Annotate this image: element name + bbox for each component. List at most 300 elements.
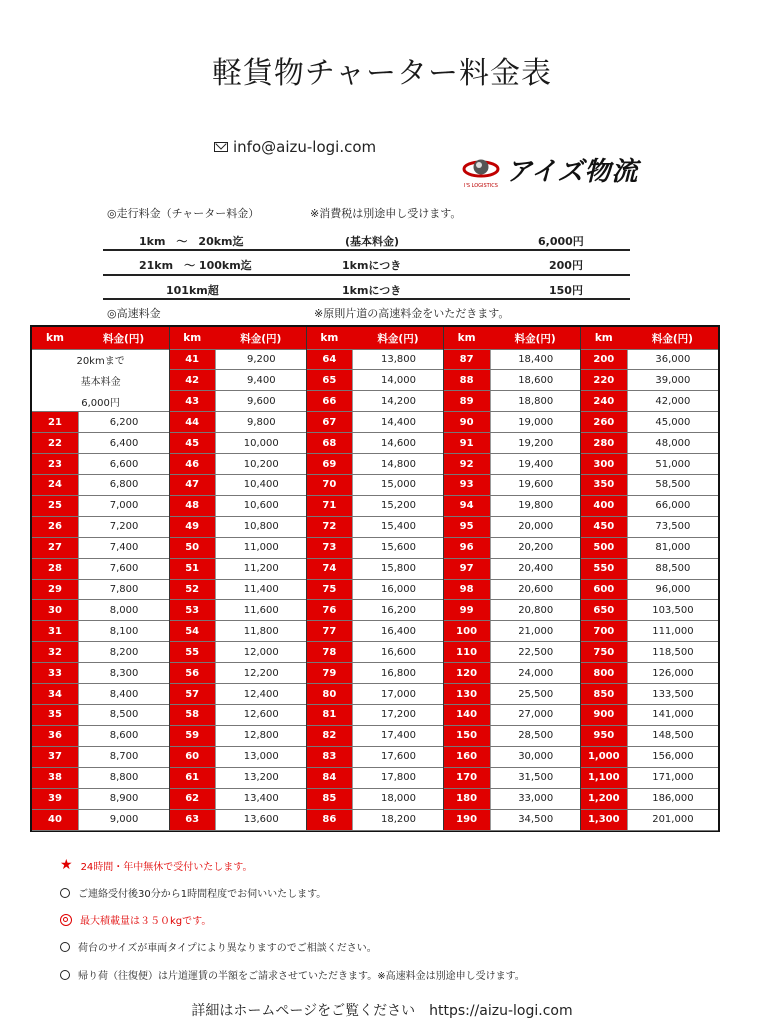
table-row-line xyxy=(32,432,718,433)
table-km-cell: 1,100 xyxy=(581,767,627,788)
rate-table xyxy=(30,325,720,832)
table-row-line xyxy=(32,809,718,810)
table-price-cell: 8,600 xyxy=(78,725,169,746)
table-price-cell: 171,000 xyxy=(627,767,718,788)
table-km-cell: 86 xyxy=(306,809,352,830)
table-price-cell: 10,400 xyxy=(215,474,306,495)
table-group-divider xyxy=(306,327,307,830)
table-km-cell: 260 xyxy=(581,412,627,433)
table-km-cell: 79 xyxy=(306,663,352,684)
table-km-cell: 51 xyxy=(169,558,215,579)
table-km-cell: 66 xyxy=(306,391,352,412)
table-price-cell: 148,500 xyxy=(627,725,718,746)
note-item xyxy=(60,967,525,982)
table-km-cell: 450 xyxy=(581,516,627,537)
table-km-cell: 29 xyxy=(32,579,78,600)
table-price-cell: 156,000 xyxy=(627,746,718,767)
table-km-cell: 25 xyxy=(32,495,78,516)
divider xyxy=(103,298,630,300)
page-title: 軽貨物チャーター料金表 xyxy=(211,56,553,91)
note-text: 帰り荷（往復便）は片道運賃の半額をご請求させていただきます。※高速料金は別途申し受けます。 xyxy=(78,971,525,982)
table-km-cell: 53 xyxy=(169,600,215,621)
table-price-cell: 22,500 xyxy=(490,642,581,663)
table-price-cell: 12,800 xyxy=(215,725,306,746)
table-km-cell: 140 xyxy=(444,705,490,726)
table-km-cell: 57 xyxy=(169,684,215,705)
logo-subtext: I'S LOGISTICS xyxy=(464,183,498,189)
table-price-cell: 8,300 xyxy=(78,663,169,684)
charter-heading: ◎走行料金（チャーター料金） xyxy=(107,207,260,220)
table-price-cell: 6,800 xyxy=(78,474,169,495)
circle-icon xyxy=(60,970,70,980)
table-km-cell: 41 xyxy=(169,349,215,370)
table-header-price: 料金(円) xyxy=(352,327,443,349)
footer-text[interactable]: 詳細はホームページをご覧ください https://aizu-logi.com xyxy=(191,1003,573,1019)
table-price-cell: 36,000 xyxy=(627,349,718,370)
table-price-cell: 19,600 xyxy=(490,474,581,495)
table-header-km: km xyxy=(581,327,627,349)
table-row-line xyxy=(32,830,718,831)
table-km-cell: 22 xyxy=(32,433,78,454)
table-km-cell: 650 xyxy=(581,600,627,621)
table-price-cell: 15,000 xyxy=(352,474,443,495)
table-km-cell: 95 xyxy=(444,516,490,537)
table-price-cell: 73,500 xyxy=(627,516,718,537)
table-km-cell: 30 xyxy=(32,600,78,621)
table-km-cell: 87 xyxy=(444,349,490,370)
table-price-cell: 42,000 xyxy=(627,391,718,412)
base-fee-text: 基本料金 xyxy=(80,376,121,388)
table-price-cell: 20,800 xyxy=(490,600,581,621)
table-row-line xyxy=(32,725,718,726)
table-price-cell: 201,000 xyxy=(627,809,718,830)
table-row-line xyxy=(32,349,718,350)
company-logo xyxy=(462,148,698,190)
table-km-cell: 97 xyxy=(444,558,490,579)
table-header-price: 料金(円) xyxy=(78,327,169,349)
table-km-cell: 70 xyxy=(306,474,352,495)
table-price-cell: 24,000 xyxy=(490,663,581,684)
table-km-cell: 52 xyxy=(169,579,215,600)
email-text: info@aizu-logi.com xyxy=(233,138,377,156)
table-row-line xyxy=(32,495,718,496)
table-km-cell: 40 xyxy=(32,809,78,830)
table-header-km: km xyxy=(32,327,78,349)
table-price-cell: 15,200 xyxy=(352,495,443,516)
table-km-cell: 100 xyxy=(444,621,490,642)
table-row-line xyxy=(32,537,718,538)
table-km-cell: 69 xyxy=(306,454,352,475)
table-price-cell: 14,600 xyxy=(352,433,443,454)
charter-range-1: 1km ～ 20km迄 xyxy=(139,235,244,248)
table-price-cell: 103,500 xyxy=(627,600,718,621)
note-text: 24時間・年中無休で受付いたします。 xyxy=(80,861,253,873)
base-fee-text: 6,000円 xyxy=(81,397,120,409)
contact-email[interactable] xyxy=(214,138,376,156)
table-km-cell: 91 xyxy=(444,433,490,454)
table-price-cell: 28,500 xyxy=(490,725,581,746)
table-price-cell: 8,400 xyxy=(78,684,169,705)
table-row-line xyxy=(32,641,718,642)
table-price-cell: 141,000 xyxy=(627,705,718,726)
charter-price-2: 200円 xyxy=(549,259,583,272)
table-price-cell: 9,200 xyxy=(215,349,306,370)
table-row-line xyxy=(32,599,718,600)
table-price-cell: 17,800 xyxy=(352,767,443,788)
table-price-cell: 11,600 xyxy=(215,600,306,621)
table-km-cell: 56 xyxy=(169,663,215,684)
table-km-cell: 96 xyxy=(444,537,490,558)
table-km-cell: 39 xyxy=(32,788,78,809)
table-km-cell: 65 xyxy=(306,370,352,391)
divider xyxy=(103,274,630,276)
base-fee-block xyxy=(32,349,169,412)
table-price-cell: 88,500 xyxy=(627,558,718,579)
table-price-cell: 51,000 xyxy=(627,454,718,475)
table-km-cell: 170 xyxy=(444,767,490,788)
table-price-cell: 133,500 xyxy=(627,684,718,705)
table-km-cell: 33 xyxy=(32,663,78,684)
table-km-cell: 120 xyxy=(444,663,490,684)
note-text: 最大積載量は３５０kgです。 xyxy=(80,916,212,927)
table-price-cell: 6,400 xyxy=(78,433,169,454)
table-price-cell: 17,400 xyxy=(352,725,443,746)
table-km-cell: 61 xyxy=(169,767,215,788)
table-row-line xyxy=(32,558,718,559)
table-price-cell: 16,600 xyxy=(352,642,443,663)
table-km-cell: 950 xyxy=(581,725,627,746)
table-price-cell: 10,200 xyxy=(215,454,306,475)
charter-label-2: 1kmにつき xyxy=(342,259,402,272)
table-km-cell: 280 xyxy=(581,433,627,454)
table-km-cell: 180 xyxy=(444,788,490,809)
table-km-cell: 1,300 xyxy=(581,809,627,830)
table-km-cell: 94 xyxy=(444,495,490,516)
table-km-cell: 92 xyxy=(444,454,490,475)
table-km-cell: 35 xyxy=(32,705,78,726)
table-price-cell: 7,000 xyxy=(78,495,169,516)
table-price-cell: 13,400 xyxy=(215,788,306,809)
table-price-cell: 8,000 xyxy=(78,600,169,621)
table-group-divider xyxy=(580,327,581,830)
table-price-cell: 8,100 xyxy=(78,621,169,642)
table-km-cell: 62 xyxy=(169,788,215,809)
table-price-cell: 14,200 xyxy=(352,391,443,412)
table-km-cell: 99 xyxy=(444,600,490,621)
table-price-cell: 27,000 xyxy=(490,705,581,726)
table-price-cell: 48,000 xyxy=(627,433,718,454)
table-price-cell: 20,600 xyxy=(490,579,581,600)
table-header-km: km xyxy=(169,327,215,349)
table-price-cell: 21,000 xyxy=(490,621,581,642)
charter-label-3: 1kmにつき xyxy=(342,284,402,297)
table-price-cell: 7,600 xyxy=(78,558,169,579)
table-km-cell: 71 xyxy=(306,495,352,516)
circle-icon xyxy=(60,888,70,898)
table-price-cell: 8,500 xyxy=(78,705,169,726)
table-price-cell: 8,200 xyxy=(78,642,169,663)
table-price-cell: 9,600 xyxy=(215,391,306,412)
table-km-cell: 76 xyxy=(306,600,352,621)
table-km-cell: 59 xyxy=(169,725,215,746)
table-km-cell: 550 xyxy=(581,558,627,579)
table-km-cell: 83 xyxy=(306,746,352,767)
table-km-cell: 24 xyxy=(32,474,78,495)
table-km-cell: 1,200 xyxy=(581,788,627,809)
table-price-cell: 19,000 xyxy=(490,412,581,433)
table-price-cell: 18,400 xyxy=(490,349,581,370)
table-row-line xyxy=(32,704,718,705)
table-price-cell: 14,400 xyxy=(352,412,443,433)
table-km-cell: 500 xyxy=(581,537,627,558)
table-price-cell: 17,000 xyxy=(352,684,443,705)
table-km-cell: 44 xyxy=(169,412,215,433)
table-km-cell: 64 xyxy=(306,349,352,370)
table-price-cell: 45,000 xyxy=(627,412,718,433)
table-km-cell: 160 xyxy=(444,746,490,767)
table-km-cell: 42 xyxy=(169,370,215,391)
table-row-line xyxy=(32,683,718,684)
table-price-cell: 10,600 xyxy=(215,495,306,516)
table-price-cell: 12,000 xyxy=(215,642,306,663)
table-km-cell: 36 xyxy=(32,725,78,746)
table-km-cell: 80 xyxy=(306,684,352,705)
table-km-cell: 50 xyxy=(169,537,215,558)
table-price-cell: 19,200 xyxy=(490,433,581,454)
table-price-cell: 6,200 xyxy=(78,412,169,433)
table-row-line xyxy=(32,620,718,621)
table-km-cell: 54 xyxy=(169,621,215,642)
charter-range-2: 21km ～ 100km迄 xyxy=(139,259,252,272)
table-price-cell: 118,500 xyxy=(627,642,718,663)
table-km-cell: 600 xyxy=(581,579,627,600)
table-price-cell: 39,000 xyxy=(627,370,718,391)
table-km-cell: 47 xyxy=(169,474,215,495)
table-price-cell: 33,000 xyxy=(490,788,581,809)
logo-mark-icon xyxy=(462,156,500,189)
note-text: ご連絡受付後30分から1時間程度でお伺いいたします。 xyxy=(78,889,327,900)
table-km-cell: 38 xyxy=(32,767,78,788)
table-km-cell: 190 xyxy=(444,809,490,830)
table-km-cell: 75 xyxy=(306,579,352,600)
table-km-cell: 89 xyxy=(444,391,490,412)
table-km-cell: 90 xyxy=(444,412,490,433)
table-price-cell: 17,600 xyxy=(352,746,443,767)
highway-heading: ◎高速料金 xyxy=(107,307,161,320)
tax-note: ※消費税は別途申し受けます。 xyxy=(310,207,462,220)
table-row-line xyxy=(32,453,718,454)
table-km-cell: 67 xyxy=(306,412,352,433)
table-row-line xyxy=(32,411,718,412)
logo-text: アイズ物流 xyxy=(506,156,639,187)
note-text: 荷台のサイズが車両タイプにより異なりますのでご相談ください。 xyxy=(78,943,377,954)
table-row-line xyxy=(32,579,718,580)
table-price-cell: 8,900 xyxy=(78,788,169,809)
circle-icon xyxy=(60,942,70,952)
charter-price-3: 150円 xyxy=(549,284,583,297)
table-row-line xyxy=(32,516,718,517)
table-km-cell: 98 xyxy=(444,579,490,600)
table-km-cell: 300 xyxy=(581,454,627,475)
table-price-cell: 11,400 xyxy=(215,579,306,600)
table-km-cell: 28 xyxy=(32,558,78,579)
table-km-cell: 84 xyxy=(306,767,352,788)
table-price-cell: 7,800 xyxy=(78,579,169,600)
table-price-cell: 34,500 xyxy=(490,809,581,830)
table-km-cell: 400 xyxy=(581,495,627,516)
table-km-cell: 37 xyxy=(32,746,78,767)
table-row-line xyxy=(32,662,718,663)
table-price-cell: 58,500 xyxy=(627,474,718,495)
table-price-cell: 16,200 xyxy=(352,600,443,621)
table-price-cell: 111,000 xyxy=(627,621,718,642)
table-km-cell: 77 xyxy=(306,621,352,642)
table-price-cell: 19,400 xyxy=(490,454,581,475)
table-price-cell: 81,000 xyxy=(627,537,718,558)
table-km-cell: 200 xyxy=(581,349,627,370)
table-price-cell: 25,500 xyxy=(490,684,581,705)
mail-icon xyxy=(214,142,228,152)
table-km-cell: 43 xyxy=(169,391,215,412)
table-price-cell: 8,800 xyxy=(78,767,169,788)
table-km-cell: 240 xyxy=(581,391,627,412)
table-header-price: 料金(円) xyxy=(627,327,718,349)
double-circle-icon xyxy=(60,914,72,926)
table-header-km: km xyxy=(444,327,490,349)
table-price-cell: 18,200 xyxy=(352,809,443,830)
table-price-cell: 12,200 xyxy=(215,663,306,684)
table-price-cell: 9,000 xyxy=(78,809,169,830)
table-price-cell: 13,000 xyxy=(215,746,306,767)
table-price-cell: 13,600 xyxy=(215,809,306,830)
base-fee-text: 20kmまで xyxy=(76,355,125,367)
table-km-cell: 110 xyxy=(444,642,490,663)
table-km-cell: 27 xyxy=(32,537,78,558)
table-price-cell: 18,000 xyxy=(352,788,443,809)
charter-label-1: (基本料金) xyxy=(345,235,400,248)
table-row-line xyxy=(32,746,718,747)
table-price-cell: 66,000 xyxy=(627,495,718,516)
table-price-cell: 19,800 xyxy=(490,495,581,516)
table-header-km: km xyxy=(306,327,352,349)
table-price-cell: 10,800 xyxy=(215,516,306,537)
table-group-divider xyxy=(443,327,444,830)
table-price-cell: 126,000 xyxy=(627,663,718,684)
charter-range-3: 101km超 xyxy=(166,284,219,297)
table-price-cell: 16,000 xyxy=(352,579,443,600)
table-km-cell: 31 xyxy=(32,621,78,642)
table-price-cell: 20,000 xyxy=(490,516,581,537)
table-price-cell: 14,000 xyxy=(352,370,443,391)
note-item xyxy=(60,912,211,927)
table-km-cell: 34 xyxy=(32,684,78,705)
table-price-cell: 9,800 xyxy=(215,412,306,433)
table-km-cell: 58 xyxy=(169,705,215,726)
table-km-cell: 23 xyxy=(32,454,78,475)
table-price-cell: 6,600 xyxy=(78,454,169,475)
table-km-cell: 900 xyxy=(581,705,627,726)
highway-note: ※原則片道の高速料金をいただきます。 xyxy=(314,307,510,320)
table-price-cell: 20,200 xyxy=(490,537,581,558)
table-km-cell: 21 xyxy=(32,412,78,433)
table-km-cell: 800 xyxy=(581,663,627,684)
charter-price-1: 6,000円 xyxy=(538,235,584,248)
table-km-cell: 55 xyxy=(169,642,215,663)
table-price-cell: 13,800 xyxy=(352,349,443,370)
table-price-cell: 15,600 xyxy=(352,537,443,558)
table-km-cell: 81 xyxy=(306,705,352,726)
table-km-cell: 220 xyxy=(581,370,627,391)
table-row-line xyxy=(32,767,718,768)
table-price-cell: 12,400 xyxy=(215,684,306,705)
table-price-cell: 186,000 xyxy=(627,788,718,809)
table-km-cell: 750 xyxy=(581,642,627,663)
table-header-price: 料金(円) xyxy=(490,327,581,349)
table-price-cell: 14,800 xyxy=(352,454,443,475)
table-km-cell: 130 xyxy=(444,684,490,705)
note-item xyxy=(60,885,326,900)
table-price-cell: 7,400 xyxy=(78,537,169,558)
table-price-cell: 7,200 xyxy=(78,516,169,537)
table-km-cell: 93 xyxy=(444,474,490,495)
table-km-cell: 1,000 xyxy=(581,746,627,767)
note-item xyxy=(60,939,377,954)
table-price-cell: 31,500 xyxy=(490,767,581,788)
table-header-price: 料金(円) xyxy=(215,327,306,349)
table-km-cell: 60 xyxy=(169,746,215,767)
table-km-cell: 46 xyxy=(169,454,215,475)
table-km-cell: 700 xyxy=(581,621,627,642)
table-km-cell: 49 xyxy=(169,516,215,537)
table-km-cell: 68 xyxy=(306,433,352,454)
table-price-cell: 13,200 xyxy=(215,767,306,788)
table-price-cell: 12,600 xyxy=(215,705,306,726)
note-item xyxy=(60,857,253,873)
table-price-cell: 18,600 xyxy=(490,370,581,391)
table-row-line xyxy=(32,474,718,475)
table-km-cell: 88 xyxy=(444,370,490,391)
table-km-cell: 78 xyxy=(306,642,352,663)
table-price-cell: 18,800 xyxy=(490,391,581,412)
table-price-cell: 17,200 xyxy=(352,705,443,726)
table-price-cell: 11,200 xyxy=(215,558,306,579)
table-row-line xyxy=(32,788,718,789)
table-group-divider xyxy=(169,327,170,830)
table-price-cell: 30,000 xyxy=(490,746,581,767)
table-km-cell: 63 xyxy=(169,809,215,830)
star-icon: ★ xyxy=(60,857,73,873)
table-km-cell: 74 xyxy=(306,558,352,579)
table-km-cell: 26 xyxy=(32,516,78,537)
divider xyxy=(103,249,630,251)
table-price-cell: 11,800 xyxy=(215,621,306,642)
table-price-cell: 20,400 xyxy=(490,558,581,579)
table-km-cell: 150 xyxy=(444,725,490,746)
table-price-cell: 15,400 xyxy=(352,516,443,537)
table-km-cell: 32 xyxy=(32,642,78,663)
table-price-cell: 16,800 xyxy=(352,663,443,684)
table-km-cell: 82 xyxy=(306,725,352,746)
table-price-cell: 96,000 xyxy=(627,579,718,600)
table-km-cell: 850 xyxy=(581,684,627,705)
table-price-cell: 11,000 xyxy=(215,537,306,558)
table-price-cell: 8,700 xyxy=(78,746,169,767)
table-price-cell: 10,000 xyxy=(215,433,306,454)
table-km-cell: 48 xyxy=(169,495,215,516)
table-km-cell: 85 xyxy=(306,788,352,809)
table-km-cell: 45 xyxy=(169,433,215,454)
table-price-cell: 9,400 xyxy=(215,370,306,391)
